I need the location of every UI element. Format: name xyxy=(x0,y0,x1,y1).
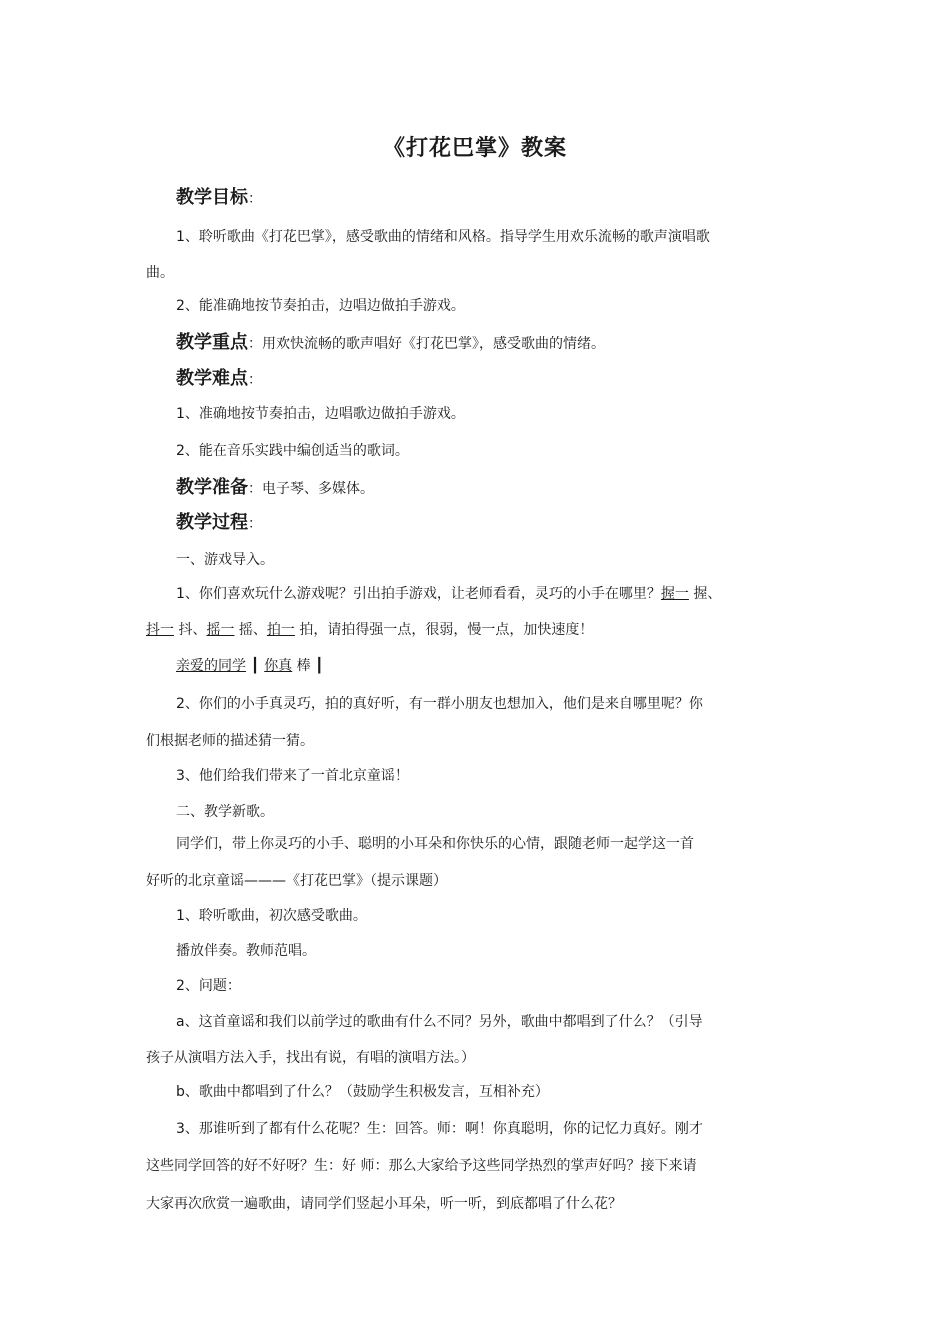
rhythm-line xyxy=(176,656,846,676)
question-b: b、歌曲中都唱到了什么？（鼓励学生积极发言，互相补充） xyxy=(176,1084,549,1100)
step-3: 3、他们给我们带来了一首北京童谣！ xyxy=(176,768,409,784)
preparation-heading: 教学准备 xyxy=(176,477,248,498)
key-points-heading: 教学重点 xyxy=(176,332,248,353)
process-colon: ： xyxy=(248,516,262,532)
song-step-2: 2、问题： xyxy=(176,978,241,994)
part-1-heading: 一、游戏导入。 xyxy=(176,552,274,568)
intro-line-2: 好听的北京童谣———《打花巴掌》（提示课题） xyxy=(146,873,447,889)
preparation-line xyxy=(176,478,846,499)
key-points-line xyxy=(176,333,846,354)
goal-1-line-2: 曲。 xyxy=(146,265,174,281)
question-a-line-1: a、这首童谣和我们以前学过的歌曲有什么不同？另外，歌曲中都唱到了什么？（引导 xyxy=(176,1014,703,1030)
intro-line-1: 同学们，带上你灵巧的小手、聪明的小耳朵和你快乐的心情，跟随老师一起学这一首 xyxy=(176,836,694,852)
document-title: 《打花巴掌》教案 xyxy=(382,136,567,161)
song-step-3-line-1: 3、那谁听到了都有什么花呢？生：回答。师：啊！你真聪明，你的记忆力真好。刚才 xyxy=(176,1121,703,1137)
step-1-line-1 xyxy=(176,584,846,604)
rhythm-bar-2: ┃ xyxy=(315,658,324,674)
clap-word-4: 拍一 xyxy=(266,622,295,638)
song-step-1: 1、聆听歌曲，初次感受歌曲。 xyxy=(176,908,367,924)
key-points-text: ：用欢快流畅的歌声唱好《打花巴掌》，感受歌曲的情绪。 xyxy=(248,336,605,352)
step-1-instruction: 拍，请拍得强一点，很弱，慢一点，加快速度！ xyxy=(294,622,594,638)
goals-colon: ： xyxy=(248,191,262,207)
step-1-sep-1: 抖、 xyxy=(174,622,207,638)
clap-word-2: 抖一 xyxy=(146,622,174,638)
step-1-tail: 握、 xyxy=(688,586,722,602)
song-step-3-line-3: 大家再次欣赏一遍歌曲，请同学们竖起小耳朵，听一听，到底都唱了什么花？ xyxy=(146,1196,622,1212)
step-2-line-2: 们根据老师的描述猜一猜。 xyxy=(146,733,314,749)
step-1-sep-2: 摇、 xyxy=(234,622,267,638)
goals-heading-line xyxy=(176,188,846,209)
goal-2: 2、能准确地按节奏拍击，边唱边做拍手游戏。 xyxy=(176,298,465,314)
goal-1-line-1: 1、聆听歌曲《打花巴掌》，感受歌曲的情绪和风格。指导学生用欢乐流畅的歌声演唱歌 xyxy=(176,229,710,245)
clap-word-1: 握一 xyxy=(660,586,689,602)
goals-heading: 教学目标 xyxy=(176,187,248,208)
rhythm-phrase-2: 你真 xyxy=(264,658,293,674)
rhythm-phrase-3: 棒 xyxy=(292,658,316,674)
song-step-1-detail: 播放伴奏。教师范唱。 xyxy=(176,943,316,959)
question-a-line-2: 孩子从演唱方法入手，找出有说，有唱的演唱方法。） xyxy=(146,1050,475,1066)
part-2-heading: 二、教学新歌。 xyxy=(176,804,274,820)
difficulty-2: 2、能在音乐实践中编创适当的歌词。 xyxy=(176,443,409,459)
difficulty-1: 1、准确地按节奏拍击，边唱歌边做拍手游戏。 xyxy=(176,406,465,422)
difficulty-heading: 教学难点 xyxy=(176,368,248,389)
song-step-3-line-2: 这些同学回答的好不好呀？生：好 师：那么大家给予这些同学热烈的掌声好吗？接下来请 xyxy=(146,1158,697,1174)
step-1-text: 1、你们喜欢玩什么游戏呢？引出拍手游戏，让老师看看，灵巧的小手在哪里？ xyxy=(176,586,661,602)
process-heading-line xyxy=(176,513,846,534)
difficulty-heading-line xyxy=(176,369,846,390)
difficulty-colon: ： xyxy=(248,372,262,388)
process-heading: 教学过程 xyxy=(176,512,248,533)
rhythm-phrase-1: 亲爱的同学 xyxy=(176,658,246,674)
rhythm-bar-1: ┃ xyxy=(246,658,265,674)
step-1-line-2 xyxy=(146,620,816,640)
clap-word-3: 摇一 xyxy=(206,622,235,638)
preparation-text: ：电子琴、多媒体。 xyxy=(248,481,374,497)
step-2-line-1: 2、你们的小手真灵巧，拍的真好听，有一群小朋友也想加入，他们是来自哪里呢？你 xyxy=(176,696,703,712)
